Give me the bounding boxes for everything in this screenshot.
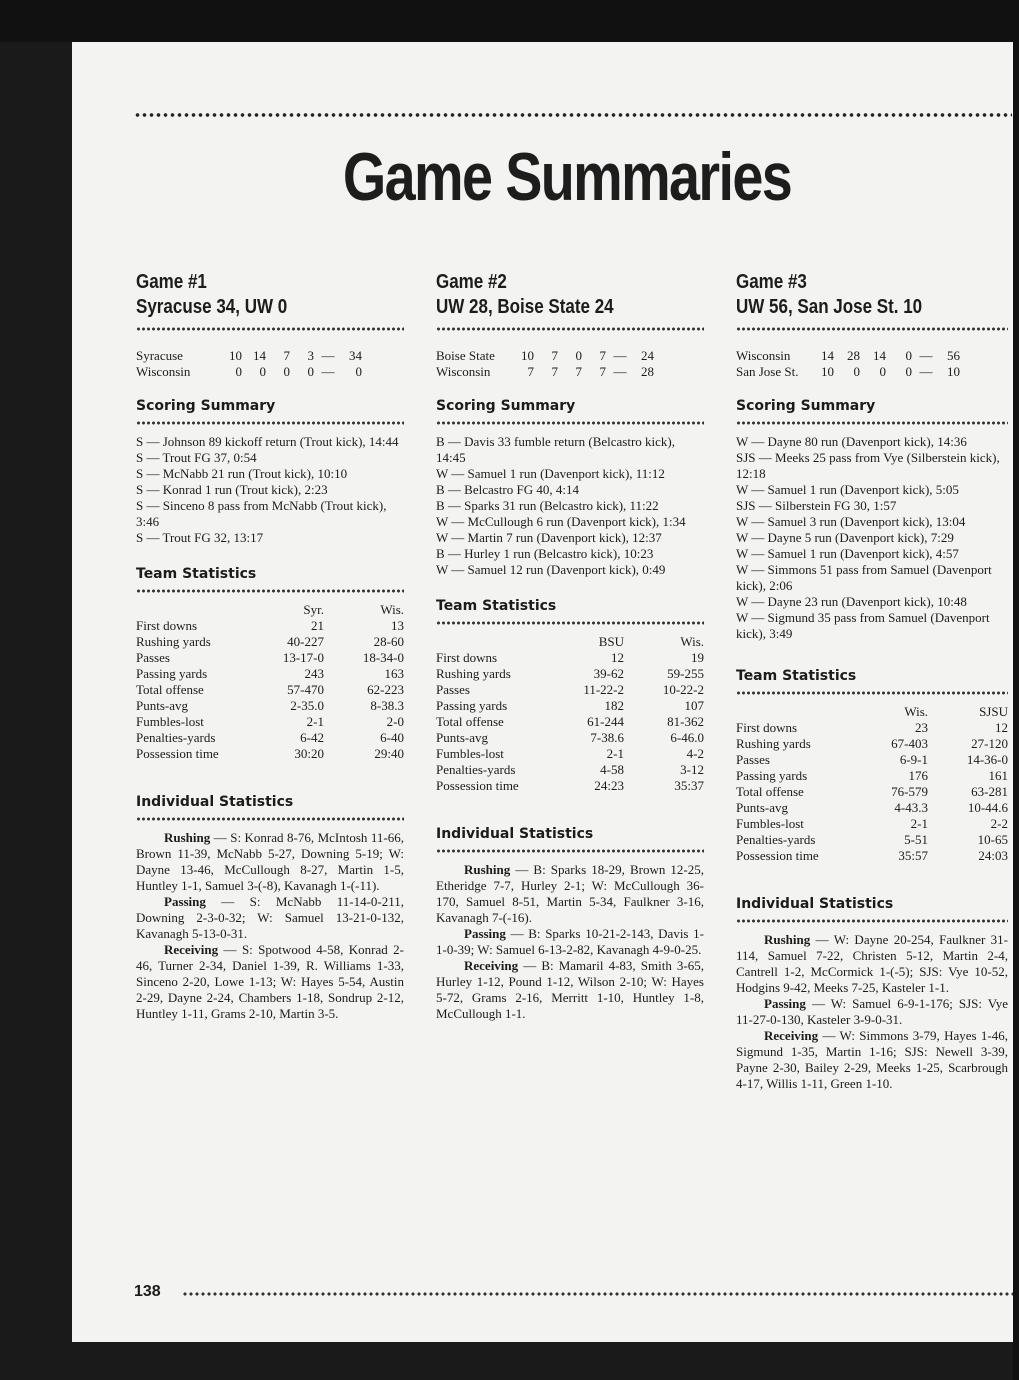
- scoring-play: B — Davis 33 fumble return (Belcastro kick), 14:45: [436, 434, 675, 465]
- scoring-play: W — Martin 7 run (Davenport kick), 12:37: [436, 530, 662, 545]
- scoring-play: W — Samuel 3 run (Davenport kick), 13:04: [736, 514, 966, 529]
- game-3-team-stats: Wis. SJSU First downs 23 12 Rushing yards 67-403 27-120 Passes 6-9-1 14-36-0 Passing yards 176 161 Total offense 76-579 63-281 Punts-avg 4-43.3 10-44.6 Fumbles-lost 2-1 2-2 Penalties-yards 5-51 10-65 Possession time 35:57 24:03: [736, 704, 1008, 863]
- stat-row: Fumbles-lost 2-1 2-0: [136, 714, 404, 729]
- scoring-play: B — Belcastro FG 40, 4:14: [436, 482, 579, 497]
- stat-row: Punts-avg 7-38.6 6-46.0: [436, 730, 704, 745]
- scoring-play: B — Hurley 1 run (Belcastro kick), 10:23: [436, 546, 654, 561]
- stat-row: First downs 23 12: [736, 720, 1008, 735]
- scoring-play: W — Dayne 80 run (Davenport kick), 14:36: [736, 434, 967, 449]
- footer-dotted-rule: [182, 1290, 1017, 1298]
- game-1-linescore: [136, 348, 362, 380]
- divider: [736, 420, 1008, 426]
- divider: [136, 326, 404, 332]
- game-2-team-stats: BSU Wis. First downs 12 19 Rushing yards 39-62 59-255 Passes 11-22-2 10-22-2 Passing yards 182 107 Total offense 61-244 81-362 Punts-avg 7-38.6 6-46.0 Fumbles-lost 2-1 4-2 Penalties-yards 4-58 3-12 Possession time 24:23 35:37: [436, 634, 704, 793]
- scoring-play: W — Simmons 51 pass from Samuel (Davenport kick), 2:06: [736, 562, 992, 593]
- team-statistics-heading: Team Statistics: [436, 598, 557, 614]
- game-3-scoring-plays: [736, 434, 1008, 642]
- game-2-column: [436, 270, 704, 1022]
- scoring-play: W — Samuel 1 run (Davenport kick), 4:57: [736, 546, 959, 561]
- divider: [736, 690, 1008, 696]
- divider: [436, 326, 704, 332]
- scoring-play: B — Sparks 31 run (Belcastro kick), 11:22: [436, 498, 659, 513]
- scoring-play: W — Dayne 23 run (Davenport kick), 10:48: [736, 594, 967, 609]
- scoring-summary-heading: Scoring Summary: [136, 398, 276, 414]
- passing-paragraph: Passing — B: Sparks 10-21-2-143, Davis 1-1-0-39; W: Samuel 6-13-2-82, Kavanagh 4-9-0-25.: [436, 926, 704, 957]
- stat-row: Punts-avg 4-43.3 10-44.6: [736, 800, 1008, 815]
- linescore-row: Wisconsin 14 28 14 0 — 56: [736, 348, 960, 363]
- scoring-play: S — Trout FG 37, 0:54: [136, 450, 257, 465]
- individual-statistics-heading: Individual Statistics: [736, 896, 894, 912]
- stat-row: Total offense 76-579 63-281: [736, 784, 1008, 799]
- game-2-linescore: [436, 348, 654, 380]
- stat-row: Possession time 24:23 35:37: [436, 778, 704, 793]
- game-3-matchup: UW 56, San Jose St. 10: [736, 296, 923, 318]
- linescore-row: Wisconsin 0 0 0 0 — 0: [136, 364, 362, 379]
- scoring-play: S — Johnson 89 kickoff return (Trout kick), 14:44: [136, 434, 399, 449]
- scoring-summary-heading: Scoring Summary: [436, 398, 576, 414]
- linescore-row: Wisconsin 7 7 7 7 — 28: [436, 364, 654, 379]
- stat-row: Possession time 30:20 29:40: [136, 746, 404, 761]
- game-3-linescore: [736, 348, 960, 380]
- receiving-paragraph: Receiving — S: Spotwood 4-58, Konrad 2-46, Turner 2-34, Daniel 1-39, R. Williams 1-33, Sinceno 2-20, Lowe 1-13; W: Hayes 5-54, Austin 2-29, Dayne 2-24, Chambers 1-18, Sondrup 2-12, Huntley 1-11, Grams 2-10, Martin 3-5.: [136, 942, 404, 1021]
- divider: [436, 620, 704, 626]
- divider: [736, 326, 1008, 332]
- stat-row: Rushing yards 67-403 27-120: [736, 736, 1008, 751]
- scoring-play: W — Dayne 5 run (Davenport kick), 7:29: [736, 530, 954, 545]
- stat-row: Passing yards 243 163: [136, 666, 404, 681]
- linescore-row: San Jose St. 10 0 0 0 — 10: [736, 364, 960, 379]
- stat-row: Penalties-yards 5-51 10-65: [736, 832, 1008, 847]
- divider: [136, 420, 404, 426]
- stat-row: Penalties-yards 4-58 3-12: [436, 762, 704, 777]
- top-dotted-rule: [134, 110, 1012, 120]
- page-title: Game Summaries: [342, 139, 792, 215]
- game-1-individual-stats: [136, 830, 404, 1022]
- game-1-team-stats: Syr. Wis. First downs 21 13 Rushing yards 40-227 28-60 Passes 13-17-0 18-34-0 Passing yards 243 163 Total offense 57-470 62-223 Punts-avg 2-35.0 8-38.3 Fumbles-lost 2-1 2-0 Penalties-yards 6-42 6-40 Possession time 30:20 29:40: [136, 602, 404, 761]
- stat-row: Fumbles-lost 2-1 4-2: [436, 746, 704, 761]
- game-1-scoring-plays: [136, 434, 404, 546]
- game-2-individual-stats: [436, 862, 704, 1022]
- stat-row: Passes 6-9-1 14-36-0: [736, 752, 1008, 767]
- stat-row: Fumbles-lost 2-1 2-2: [736, 816, 1008, 831]
- scoring-play: W — Samuel 1 run (Davenport kick), 5:05: [736, 482, 959, 497]
- passing-paragraph: Passing — S: McNabb 11-14-0-211, Downing 2-3-0-32; W: Samuel 13-21-0-132, Kavanagh 5-13-0-31.: [136, 894, 404, 941]
- divider: [436, 848, 704, 854]
- linescore-row: Syracuse 10 14 7 3 — 34: [136, 348, 362, 363]
- scoring-play: S — Konrad 1 run (Trout kick), 2:23: [136, 482, 328, 497]
- stat-row: Passes 13-17-0 18-34-0: [136, 650, 404, 665]
- game-3-individual-stats: [736, 932, 1008, 1092]
- scoring-play: S — Trout FG 32, 13:17: [136, 530, 264, 545]
- game-1-column: [136, 270, 404, 1022]
- stat-row: Penalties-yards 6-42 6-40: [136, 730, 404, 745]
- scoring-play: W — McCullough 6 run (Davenport kick), 1:34: [436, 514, 686, 529]
- scan-right-border: [1013, 0, 1019, 1380]
- stat-row: Total offense 61-244 81-362: [436, 714, 704, 729]
- game-1-matchup: Syracuse 34, UW 0: [136, 296, 288, 318]
- team-statistics-heading: Team Statistics: [736, 668, 857, 684]
- scoring-play: W — Sigmund 35 pass from Samuel (Davenport kick), 3:49: [736, 610, 990, 641]
- scoring-play: SJS — Silberstein FG 30, 1:57: [736, 498, 897, 513]
- game-2-scoring-plays: [436, 434, 704, 578]
- linescore-row: Boise State 10 7 0 7 — 24: [436, 348, 654, 363]
- stat-row: Passing yards 176 161: [736, 768, 1008, 783]
- rushing-paragraph: Rushing — S: Konrad 8-76, McIntosh 11-66, Brown 11-39, McNabb 5-27, Downing 5-19; W: Dayne 13-46, McCullough 8-27, Martin 1-5, Huntley 1-1, Samuel 3-(-8), Kavanagh 1-(-11).: [136, 830, 404, 893]
- stat-row: Possession time 35:57 24:03: [736, 848, 1008, 863]
- team-statistics-heading: Team Statistics: [136, 566, 257, 582]
- page: [72, 42, 1019, 1342]
- game-3-column: [736, 270, 1008, 1092]
- stat-row: Passing yards 182 107: [436, 698, 704, 713]
- scoring-play: SJS — Meeks 25 pass from Vye (Silberstein kick), 12:18: [736, 450, 1000, 481]
- divider: [136, 588, 404, 594]
- rushing-paragraph: Rushing — B: Sparks 18-29, Brown 12-25, Etheridge 7-7, Hurley 2-1; W: McCullough 36-170, Samuel 8-51, Martin 5-34, Faulkner 3-16, Kavanagh 7-(-16).: [436, 862, 704, 925]
- scoring-play: W — Samuel 1 run (Davenport kick), 11:12: [436, 466, 665, 481]
- scan-top-border: [0, 0, 1019, 42]
- divider: [736, 918, 1008, 924]
- receiving-paragraph: Receiving — B: Mamaril 4-83, Smith 3-65, Hurley 1-12, Pound 1-12, Wilson 2-10; W: Hayes 5-72, Grams 2-16, Merritt 1-10, Huntley 1-8, McCullough 1-1.: [436, 958, 704, 1021]
- passing-paragraph: Passing — W: Samuel 6-9-1-176; SJS: Vye 11-27-0-130, Kasteler 3-9-0-31.: [736, 996, 1008, 1027]
- scoring-play: S — Sinceno 8 pass from McNabb (Trout kick), 3:46: [136, 498, 387, 529]
- stat-row: Rushing yards 39-62 59-255: [436, 666, 704, 681]
- game-2-matchup: UW 28, Boise State 24: [436, 296, 614, 318]
- game-2-number: Game #2: [436, 271, 507, 293]
- game-1-number: Game #1: [136, 271, 207, 293]
- receiving-paragraph: Receiving — W: Simmons 3-79, Hayes 1-46, Sigmund 1-35, Martin 1-16; SJS: Newell 3-39, Payne 2-30, Bailey 2-29, Meeks 1-25, Scarbrough 4-17, Willis 1-11, Green 1-10.: [736, 1028, 1008, 1091]
- stat-row: Punts-avg 2-35.0 8-38.3: [136, 698, 404, 713]
- scoring-play: W — Samuel 12 run (Davenport kick), 0:49: [436, 562, 666, 577]
- divider: [436, 420, 704, 426]
- scoring-play: S — McNabb 21 run (Trout kick), 10:10: [136, 466, 348, 481]
- stat-row: Rushing yards 40-227 28-60: [136, 634, 404, 649]
- game-3-number: Game #3: [736, 271, 807, 293]
- stat-row: Passes 11-22-2 10-22-2: [436, 682, 704, 697]
- individual-statistics-heading: Individual Statistics: [436, 826, 594, 842]
- stat-row: First downs 12 19: [436, 650, 704, 665]
- stat-row: Total offense 57-470 62-223: [136, 682, 404, 697]
- stat-row: First downs 21 13: [136, 618, 404, 633]
- scoring-summary-heading: Scoring Summary: [736, 398, 876, 414]
- rushing-paragraph: Rushing — W: Dayne 20-254, Faulkner 31-114, Samuel 7-22, Christen 5-12, Martin 2-4, Cantrell 1-2, McCormick 1-(-5); SJS: Vye 10-52, Hodgins 9-42, Meeks 7-25, Kasteler 1-1.: [736, 932, 1008, 995]
- divider: [136, 816, 404, 822]
- individual-statistics-heading: Individual Statistics: [136, 794, 294, 810]
- page-number: 138: [134, 1283, 161, 1300]
